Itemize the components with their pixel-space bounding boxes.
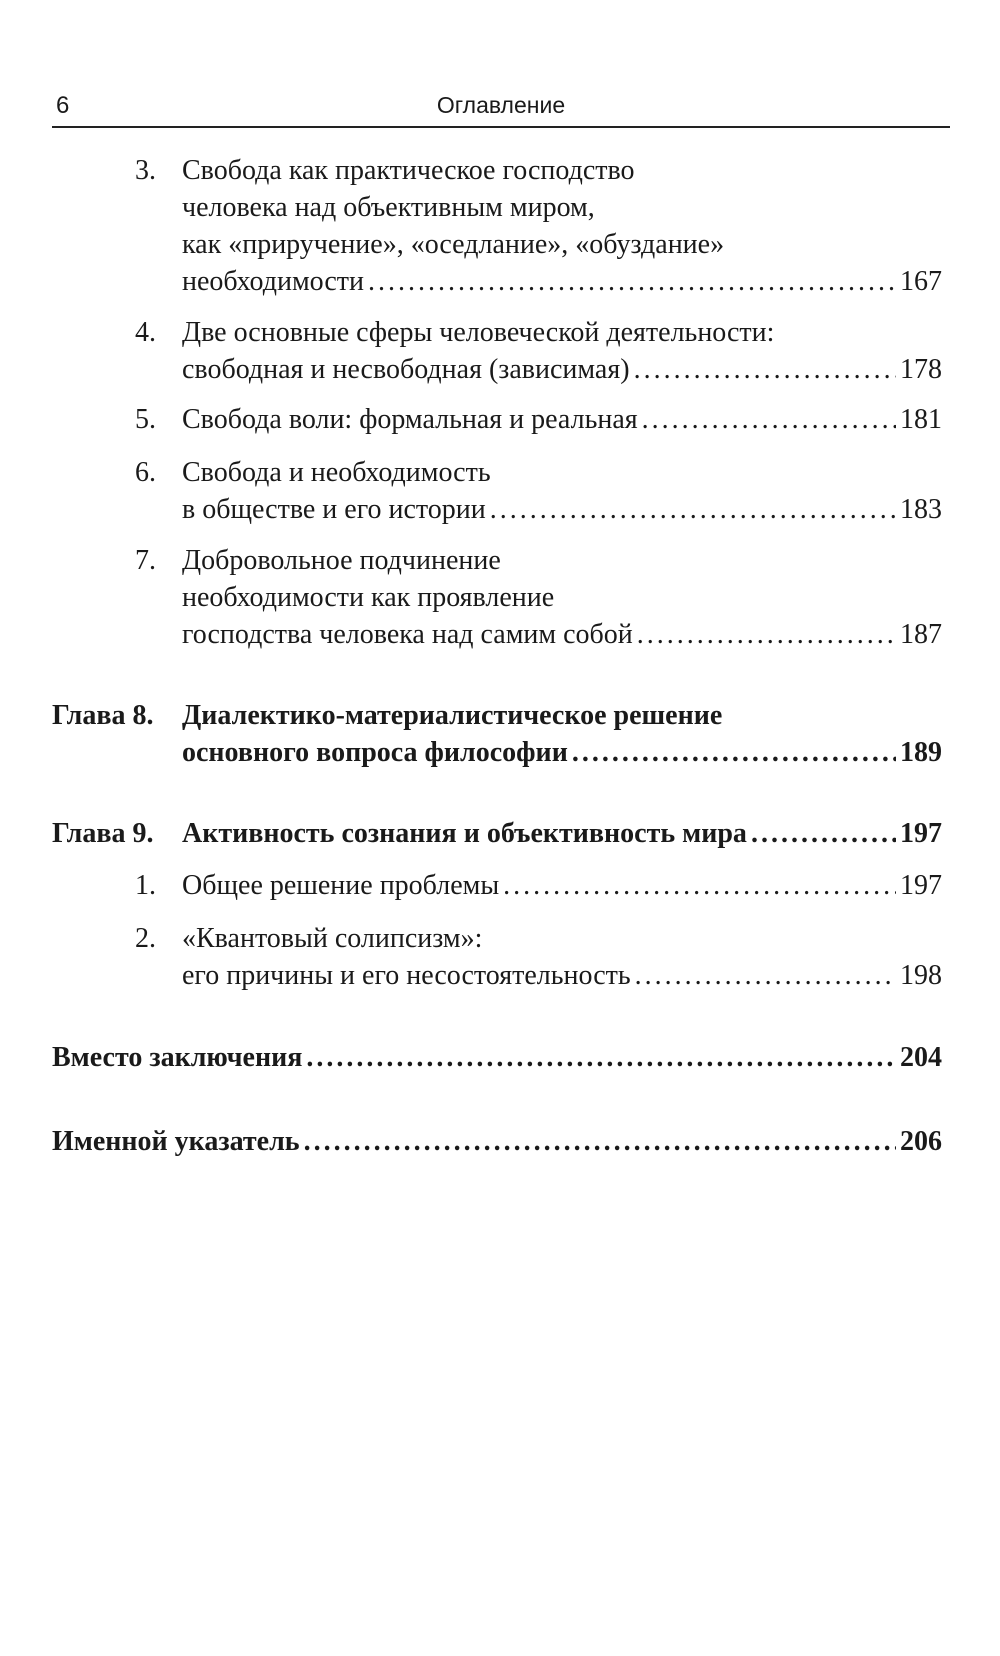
toc-entry-title: Общее решение проблемы . . . 197: [182, 867, 942, 904]
toc-page-ref: 167: [900, 266, 942, 297]
running-header: [52, 86, 950, 128]
toc-page-ref: 187: [900, 619, 942, 650]
toc-entry-title: Свобода и необходимость в обществе и его истории . . . 183: [182, 454, 942, 528]
toc-page-ref: 206: [900, 1126, 942, 1157]
toc-entry-title: «Квантовый солипсизм»: его причины и его несостоятельность . . . 198: [182, 920, 942, 994]
toc-page-ref: 198: [900, 960, 942, 991]
toc-entry-title: Добровольное подчинение необходимости как проявление господства человека над самим собой . . . 187: [182, 542, 942, 653]
page-number: 6: [56, 92, 70, 119]
toc-entry-number: 3.: [135, 155, 156, 186]
toc-entry-number: 2.: [135, 923, 156, 954]
toc-entry-title: Свобода как практическое господство человека над объективным миром, как «приручение», «оседлание», «обуздание» необходимости . . . 167: [182, 152, 942, 300]
toc-entry-title: Именной указатель . . . 206: [52, 1123, 942, 1160]
dot-leader: [368, 263, 896, 300]
toc-entry-number: 7.: [135, 545, 156, 576]
toc-page-ref: 181: [900, 404, 942, 435]
toc-entry-title: Активность сознания и объективность мира . . . 197: [182, 815, 942, 852]
toc-page-ref: 189: [900, 737, 942, 768]
toc-chapter-label: Глава 8.: [52, 700, 154, 731]
toc-page-ref: 197: [900, 870, 942, 901]
toc-entry-title: Диалектико-материалистическое решение основного вопроса философии . . . 189: [182, 697, 942, 771]
dot-leader: [503, 867, 896, 904]
dot-leader: [490, 491, 896, 528]
dot-leader: [634, 351, 896, 388]
toc-entry-number: 5.: [135, 404, 156, 435]
running-title: Оглавление: [436, 92, 566, 118]
toc-entry-title: Вместо заключения . . . 204: [52, 1039, 942, 1076]
dot-leader: [635, 957, 896, 994]
toc-entry-number: 6.: [135, 457, 156, 488]
dot-leader: [751, 815, 896, 852]
toc-chapter-label: Глава 9.: [52, 818, 154, 849]
dot-leader: [572, 734, 896, 771]
dot-leader: [304, 1123, 896, 1160]
dot-leader: [642, 401, 896, 438]
toc-page-ref: 183: [900, 494, 942, 525]
toc-entry-number: 4.: [135, 317, 156, 348]
toc-entry-title: Две основные сферы человеческой деятельности: свободная и несвободная (зависимая) . . . 178: [182, 314, 942, 388]
toc-page-ref: 197: [900, 818, 942, 849]
toc-page-ref: 178: [900, 354, 942, 385]
toc-entry-title: Свобода воли: формальная и реальная . . . 181: [182, 401, 942, 438]
toc-page-ref: 204: [900, 1042, 942, 1073]
toc-entry-number: 1.: [135, 870, 156, 901]
dot-leader: [306, 1039, 896, 1076]
dot-leader: [637, 616, 896, 653]
